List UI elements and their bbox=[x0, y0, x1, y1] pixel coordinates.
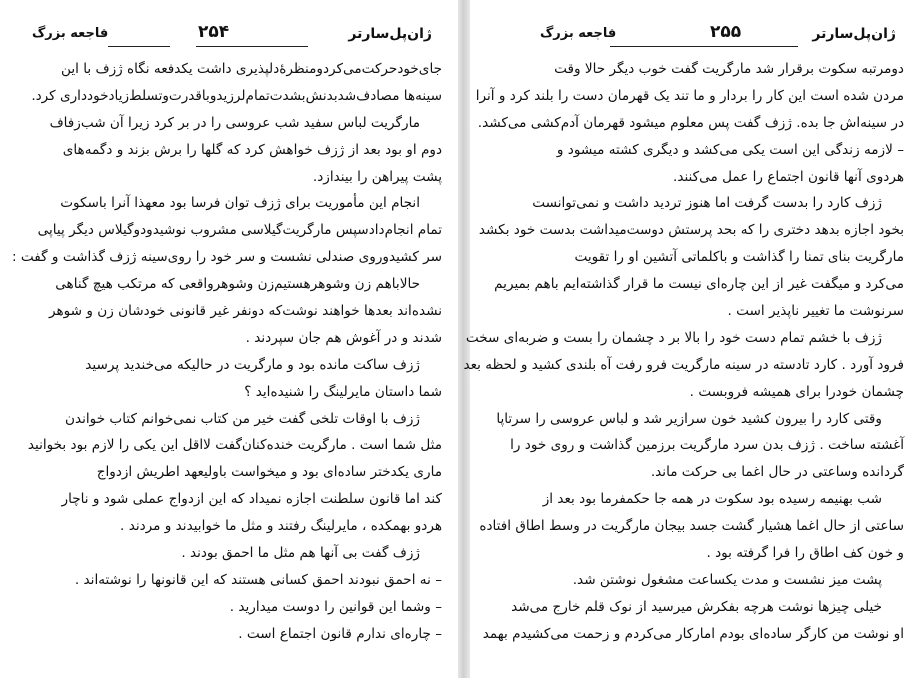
text-line: چشمان خودرا برای همیشه فروبست . bbox=[689, 383, 904, 400]
author-name: ژان‌پل‌سارتر bbox=[812, 26, 896, 42]
page-body bbox=[0, 56, 458, 648]
text-line: ژزف با اوقات تلخی گفت خیر من کتاب نمی‌خوانم کتاب خواندن bbox=[65, 410, 420, 427]
page-header bbox=[0, 22, 458, 52]
header-rule bbox=[108, 46, 170, 47]
text-line: حالا‌با‌هم زن و‌شوهر‌هستیم‌زن و‌شوهر‌واقعی که مرتکب هیچ گناهی bbox=[55, 276, 420, 293]
text-line: شب بهنیمه رسیده بود سکوت در همه جا حکمفرما بود بعد از bbox=[542, 491, 882, 508]
text-line: هردو بهمکده ، مایرلینگ رفتند و مثل ما خوابیدند و مردند . bbox=[120, 518, 442, 535]
text-line: نشده‌اند بعدها خواهند نوشت‌که دو‌نفر غیر قانونی خودشان زن و شوهر bbox=[48, 303, 442, 320]
text-line: بخود اجازه بدهد دختری را که بحد پرستش دوست‌میداشت بدست خود بکشد bbox=[478, 222, 904, 239]
page-number: ۲۵۵ bbox=[710, 22, 742, 42]
text-line: شدند و در آغوش هم جان سپردند . bbox=[245, 329, 442, 346]
text-line: – چاره‌ای ندارم قانون اجتماع است . bbox=[238, 625, 442, 642]
page-body bbox=[463, 56, 922, 648]
text-line: – لازمه زندگی این است یکی می‌کشد و دیگری کشته میشود و bbox=[556, 141, 904, 158]
text-line: انجام این مأموریت برای ژزف توان فرسا بود معهذا آنرا باسکوت bbox=[60, 195, 420, 212]
book-title: فاجعه بزرگ bbox=[540, 26, 617, 41]
text-line: – وشما این قوانین را دوست میدارید . bbox=[229, 598, 442, 615]
text-line: شما داستان مایرلینگ را شنیده‌اید ؟ bbox=[244, 383, 442, 400]
book-title: فاجعه بزرگ bbox=[32, 26, 109, 41]
text-line: دوم او بود بعد از ژزف خواهش کرد که گلها را برش بزند و دگمه‌های bbox=[62, 141, 442, 158]
page-number: ۲۵۴ bbox=[198, 22, 230, 42]
left-page bbox=[0, 0, 458, 678]
text-line: ماری یکدختر ساده‌ای بود و میخواست باولیعهد اطریش ازدواج bbox=[96, 464, 442, 481]
text-line: وقتی کارد را بیرون کشید خون سرازیر شد و لباس عروسی را سرتاپا bbox=[496, 410, 882, 427]
text-line: تمام انجام‌داد‌سپس مارگریت‌گیلاسی مشروب نوشید‌و‌دو‌گیلاس دیگر پیاپی bbox=[37, 222, 442, 239]
text-line: می‌کرد و میگفت غیر از این چاره‌ای نیست ما قرار گذاشته‌ایم باهم بمیریم bbox=[494, 276, 904, 293]
header-rule bbox=[610, 46, 684, 47]
text-line: گردانده وساعتی در حال اغما بی حرکت ماند. bbox=[650, 464, 904, 481]
text-line: دومرتبه سکوت برقرار شد مارگریت گفت خوب دیگر حالا وقت bbox=[554, 61, 904, 77]
text-line: مارگریت لباس سفید شب عروسی را در بر کرد زیرا آن شب‌زفاف bbox=[49, 114, 420, 131]
text-line: آغشته ساخت . ژزف بدن سرد مارگریت برزمین گذاشت و روی خود را bbox=[510, 437, 904, 454]
text-line: مردن شده است این کار را برد‌ار و ما تند یک قهرمان دست را بلند کرد و آنرا bbox=[475, 87, 904, 104]
text-line: ژزف کارد را بدست گرفت اما هنوز تردید داشت و نمی‌توانست bbox=[532, 195, 882, 212]
text-line: ژزف گفت بی آنها هم مثل ما احمق بودند . bbox=[181, 545, 420, 562]
text-line: هردوی آنها قانون اجتماع را عمل می‌کنند. bbox=[673, 168, 904, 185]
text-line: او نوشت من کارگر ساده‌ای بودم امارکار می‌کردم و زحمت می‌کشیدم بهمد bbox=[482, 625, 904, 642]
text-line: پشت میز نشست و مدت یکساعت مشغول نوشتن شد. bbox=[572, 571, 882, 588]
author-name: ژان‌پل‌سارتر bbox=[348, 26, 432, 42]
text-line: مثل شما است . مارگریت خنده‌کنان‌گفت لااقل این یکی را لازم بود بخوانید bbox=[27, 437, 442, 454]
text-line: پشت پیراهن را بیندازد. bbox=[312, 168, 442, 185]
header-rule bbox=[196, 46, 308, 47]
text-line: کند اما قانون سلطنت اجازه نمیداد که این ازدواج عملی شود و ناچار bbox=[61, 491, 442, 508]
text-line: سر کشید‌و‌روی صندلی نشست و سر خود را روی‌سینه ژزف گذاشت و گفت : bbox=[12, 249, 442, 266]
text-line: مارگریت بنای تمنا را گذاشت و باکلماتی آتشین او را تقویت bbox=[574, 249, 904, 266]
text-line: – نه احمق نبودند احمق کسانی هستند که این قانونها را نوشته‌اند . bbox=[74, 571, 442, 588]
text-line: جای‌خود‌حرکت‌می‌کرد‌و‌منظرهٔ‌دلپذیری داشت یکدفعه نگاه ژزف با این bbox=[61, 61, 442, 77]
page-header bbox=[470, 22, 922, 52]
header-rule bbox=[684, 46, 798, 47]
text-line: خیلی چیزها نوشت هرچه بفکرش میرسید از نوک قلم خارج می‌شد bbox=[511, 598, 882, 615]
text-line: فرود آورد . کارد تادسته در سینه مارگریت فرو رفت آه بلندی کشید و لحظه بعد bbox=[463, 356, 904, 373]
text-line: و خون کف اطاق را فرا گرفته بود . bbox=[706, 545, 904, 562]
text-line: ژزف با خشم تمام دست خود را بالا بر د چشمان را بست و ضربه‌ای سخت bbox=[465, 329, 882, 346]
text-line: در سینه‌اش جا بده. ژزف گفت پس معلوم میشود قهرمان آدم‌کشی می‌کشد. bbox=[477, 114, 904, 131]
right-page bbox=[463, 0, 922, 678]
text-line: ژزف ساکت مانده بود و مارگریت در حالیکه می‌خندید پرسید bbox=[85, 356, 420, 373]
text-line: ساعتی از حال اغما هشیار گشت جسد بیجان مارگریت در وسط اطاق افتاده bbox=[479, 518, 904, 535]
text-line: سینه‌ها مصادف‌شد‌بدنش‌بشدت‌تمام‌لرزید‌و‌با‌قدرت‌و‌تسلط‌زیاد‌خودداری کرد. bbox=[31, 87, 442, 104]
text-line: سرنوشت ما تغییر ناپذیر است . bbox=[727, 303, 904, 320]
